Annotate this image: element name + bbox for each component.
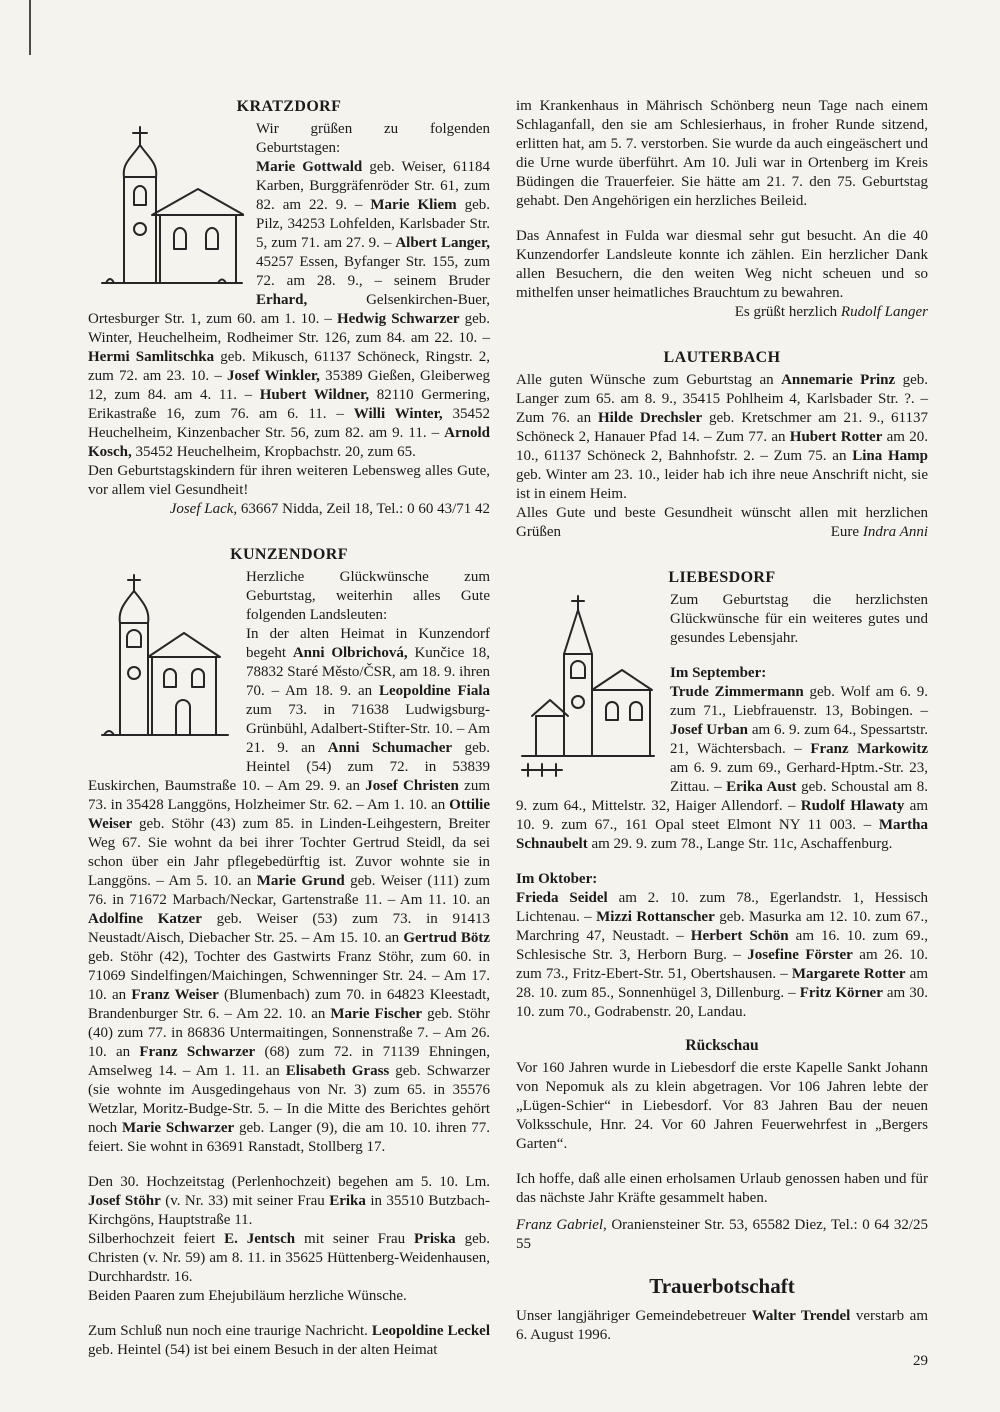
section-trauerbotschaft: [516, 1274, 928, 1345]
trauerbotschaft-text: Unser langjähriger Gemeindebetreuer Walter Trendel verstarb am 6. August 1996.: [516, 1308, 928, 1343]
section-kunzendorf: [88, 545, 490, 1360]
liebesdorf-title: LIEBESDORF: [668, 569, 776, 586]
kunzendorf-wedding-wishes: Beiden Paaren zum Ehejubiläum herzliche Wünsche.: [88, 1288, 407, 1304]
section-lauterbach: [516, 348, 928, 542]
page-edge-mark: [29, 0, 31, 55]
lauterbach-birthday-list: Alle guten Wünsche zum Geburtstag an Annemarie Prinz geb. Langer zum 65. am 8. 9., 35415 Pohlheim 4, Karlsbader Str. ?. – Zum 76. an Hilde Drechsler geb. Kretschmer am 21. 9., 61137 Schöneck 2, Hanauer Pfad 14. – Zum 77. an Hubert Rotter am 20. 10., 61137 Schöneck 2, Bahnhofstr. 2. – Zum 75. an Lina Hamp geb. Winter am 23. 10., leider hab ich ihre neue Anschrift nicht, sie ist in einem Heim.: [516, 372, 929, 502]
rueckschau-heading: Rückschau: [685, 1037, 759, 1054]
church-icon: [94, 123, 244, 303]
liebesdorf-contact: Franz Gabriel, Oraniensteiner Str. 53, 65582 Diez, Tel.: 0 64 32/25 55: [516, 1217, 928, 1252]
kunzendorf-intro: Herzliche Glückwünsche zum Geburtstag, weiterhin alles Gute folgenden Landsleuten:: [246, 569, 490, 623]
liebesdorf-october-heading: Im Oktober:: [516, 871, 598, 887]
kratzdorf-closing: Den Geburtstagskindern für ihren weiteren Lebensweg alles Gute, vor allem viel Gesundheit!: [88, 463, 490, 498]
kunzendorf-title: KUNZENDORF: [230, 546, 348, 563]
kratzdorf-intro: Wir grüßen zu folgenden Geburtstagen:: [256, 121, 490, 156]
kratzdorf-church-illustration: [94, 123, 244, 303]
kunzendorf-obituary-continued: im Krankenhaus in Mährisch Schönberg neun Tage nach einem Schlaganfall, den sie am Schlesierhaus, in froher Runde sitzend, erlitten hat, am 5. 7. verstorben. Sie wurde da auch eingeäschert und die Urne wurde überführt. Am 10. Juli war in Ortenberg im Kreis Büdingen die Trauerfeier. Sie hätte am 21. 7. den 75. Geburtstag gehabt. Den Angehörigen ein herzliches Beileid.: [516, 98, 928, 209]
kunzendorf-church-illustration: [94, 571, 234, 755]
kratzdorf-title: KRATZDORF: [236, 98, 342, 115]
liebesdorf-september-heading: Im September:: [670, 665, 767, 681]
kunzendorf-birthday-list: In der alten Heimat in Kunzendorf begeht Anni Olbrichová, Kunčice 18, 78832 Staré Město/ČSR, am 18. 9. ihren 70. – Am 18. 9. an Leopoldine Fiala zum 73. in 71638 Ludwigsburg-Grünbühl, Adalbert-Stifter-Str. 10. – Am 21. 9. an Anni Schumacher geb. Heintel (54) zum 72. in 53839 Euskirchen, Baumstraße 10. – Am 29. 9. an Josef Christen zum 73. in 35428 Langgöns, Holzheimer Str. 62. – Am 1. 10. an Ottilie Weiser geb. Stöhr (43) zum 85. in Linden-Leihgestern, Breiter Weg 67. Sie wohnt da bei ihrer Tochter Gertrud Steidl, da sei schon über ein Jahr pflegebedürftig ist. Zuvor wohnte sie in Langgöns. – Am 5. 10. an Marie Grund geb. Weiser (111) zum 76. in 71672 Marbach/Neckar, Gartenstraße 11. – Am 11. 10. an Adolfine Katzer geb. Weiser (53) zum 73. in 91413 Neustadt/Aisch, Diebacher Str. 25. – Am 15. 10. an Gertrud Bötz geb. Stöhr (42), Tochter des Gastwirts Franz Stöhr, zum 60. in 71069 Sindelfingen/Maichingen, Schwenninger Str. 24. – Am 17. 10. an Franz Weiser (Blumenbach) zum 70. in 64823 Kleestadt, Brandenburger Str. 6. – Am 22. 10. an Marie Fischer geb. Stöhr (40) zum 77. in 86836 Untermaitingen, Sonnenstraße 7. – Am 26. 10. an Franz Schwarzer (68) zum 72. in 71139 Ehningen, Amselweg 14. – Am 1. 11. an Elisabeth Grass geb. Schwarzer (sie wohnte im Ausgedingehaus von Nr. 3) zum 65. in 35576 Wetzlar, Moritz-Budge-Str. 5. – In die Mitte des Berichtes gehört noch Marie Schwarzer geb. Langer (9), die am 10. 10. ihren 77. feiert. Sie wohnt in 63691 Ranstadt, Stollberg 17.: [88, 626, 491, 1155]
section-liebesdorf: [516, 568, 928, 1254]
liebesdorf-urlaub-text: Ich hoffe, daß alle einen erholsamen Urlaub genossen haben und für das nächste Jahr Kräfte gesammelt haben.: [516, 1171, 928, 1206]
lauterbach-title: LAUTERBACH: [663, 349, 781, 366]
kratzdorf-birthday-list: Marie Gottwald geb. Weiser, 61184 Karben, Burggräfenröder Str. 61, zum 82. am 22. 9. – Marie Kliem geb. Pilz, 34253 Lohfelden, Karlsbader Str. 5, zum 71. am 27. 9. – Albert Langer, 45257 Essen, Byfanger Str. 155, zum 72. am 28. 9., – seinem Bruder Erhard, Gelsenkirchen-Buer, Ortesburger Str. 1, zum 60. am 1. 10. – Hedwig Schwarzer geb. Winter, Heuchelheim, Rodheimer Str. 126, zum 84. am 22. 10. – Hermi Samlitschka geb. Mikusch, 61137 Schöneck, Ringstr. 2, zum 72. am 23. 10. – Josef Winkler, 35389 Gießen, Gleiberweg 12, zum 84. am 4. 11. – Hubert Wildner, 82110 Germering, Erikastraße 16, zum 76. am 6. 11. – Willi Winter, 35452 Heuchelheim, Kinzenbacher Str. 56, zum 82. am 9. 11. – Arnold Kosch, 35452 Heuchelheim, Kropbachstr. 20, zum 65.: [88, 159, 491, 460]
kunzendorf-silver-wedding: Silberhochzeit feiert E. Jentsch mit seiner Frau Priska geb. Christen (v. Nr. 59) am 8. 11. in 35625 Hüttenberg-Weidenhausen, Durchhardstr. 16.: [88, 1231, 490, 1285]
right-column: [516, 97, 928, 1345]
liebesdorf-intro: Zum Geburtstag die herzlichsten Glückwünsche für ein weiteres gutes und gesundes Lebensjahr.: [670, 592, 928, 646]
church-icon: [516, 594, 658, 782]
kratzdorf-signature: Josef Lack, 63667 Nidda, Zeil 18, Tel.: 0 60 43/71 42: [169, 501, 490, 517]
liebesdorf-october-list: Frieda Seidel am 2. 10. zum 78., Egerlandstr. 1, Hessisch Lichtenau. – Mizzi Rottanscher geb. Masurka am 12. 10. zum 67., Marchring 47, Neustadt. – Herbert Schön am 16. 10. zum 69., Schlesische Str. 3, Herborn Burg. – Josefine Förster am 26. 10. zum 73., Fritz-Ebert-Str. 51, Obertshausen. – Margarete Rotter am 28. 10. zum 85., Sonnenhügel 3, Dillenburg. – Fritz Körner am 30. 10. zum 70., Godrabenstr. 20, Landau.: [516, 890, 929, 1020]
kunzendorf-annafest: Das Annafest in Fulda war diesmal sehr gut besucht. An die 40 Kunzendorfer Landsleute konnte ich zählen. Ein herzlicher Dank allen Besuchern, die den weiten Weg nicht scheuen und so mithelfen unser heimatliches Brauchtum zu bewahren.: [516, 228, 928, 301]
section-kunzendorf-continued: [516, 97, 928, 322]
page-columns: [88, 97, 928, 1360]
liebesdorf-church-illustration: [516, 594, 658, 782]
lauterbach-signature: Eure Indra Anni: [830, 524, 928, 540]
church-icon: [94, 571, 234, 755]
lauterbach-closing: Alles Gute und beste Gesundheit wünscht allen mit herzlichen Grüßen: [516, 505, 928, 540]
trauerbotschaft-title: Trauerbotschaft: [649, 1274, 795, 1298]
rueckschau-text: Vor 160 Jahren wurde in Liebesdorf die erste Kapelle Sankt Johann von Nepomuk als zu klein abgetragen. Vor 106 Jahren lebte der „Lügen-Schier“ in Liebesdorf. Vor 83 Jahren Bau der neuen Volksschule, Hnr. 24. Vor 60 Jahren Feuerwehrfest in „Bergers Garten“.: [516, 1060, 928, 1152]
liebesdorf-september-list: Trude Zimmermann geb. Wolf am 6. 9. zum 71., Liebfrauenstr. 13, Bobingen. – Josef Urban am 6. 9. zum 64., Spessartstr. 21, Wächtersbach. – Franz Markowitz am 6. 9. zum 69., Gerhard-Hptm.-Str. 23, Zittau. – Erika Aust geb. Schoustal am 8. 9. zum 64., Mittelstr. 32, Haiger Allendorf. – Rudolf Hlawaty am 10. 9. zum 67., 161 Opal steet Elmont NY 11 003. – Martha Schnaubelt am 29. 9. zum 78., Lange Str. 11c, Aschaffenburg.: [516, 684, 929, 852]
kunzendorf-pearl-wedding: Den 30. Hochzeitstag (Perlenhochzeit) begehen am 5. 10. Lm. Josef Stöhr (v. Nr. 33) mit seiner Frau Erika in 35510 Butzbach-Kirchgöns, Hauptstraße 11.: [88, 1174, 490, 1228]
kunzendorf-signature: Es grüßt herzlich Rudolf Langer: [734, 304, 928, 320]
left-column: [88, 97, 490, 1360]
page-number: 29: [913, 1353, 928, 1369]
kunzendorf-sad-news: Zum Schluß nun noch eine traurige Nachricht. Leopoldine Leckel geb. Heintel (54) ist bei einem Besuch in der alten Heimat: [88, 1323, 491, 1358]
section-kratzdorf: [88, 97, 490, 519]
